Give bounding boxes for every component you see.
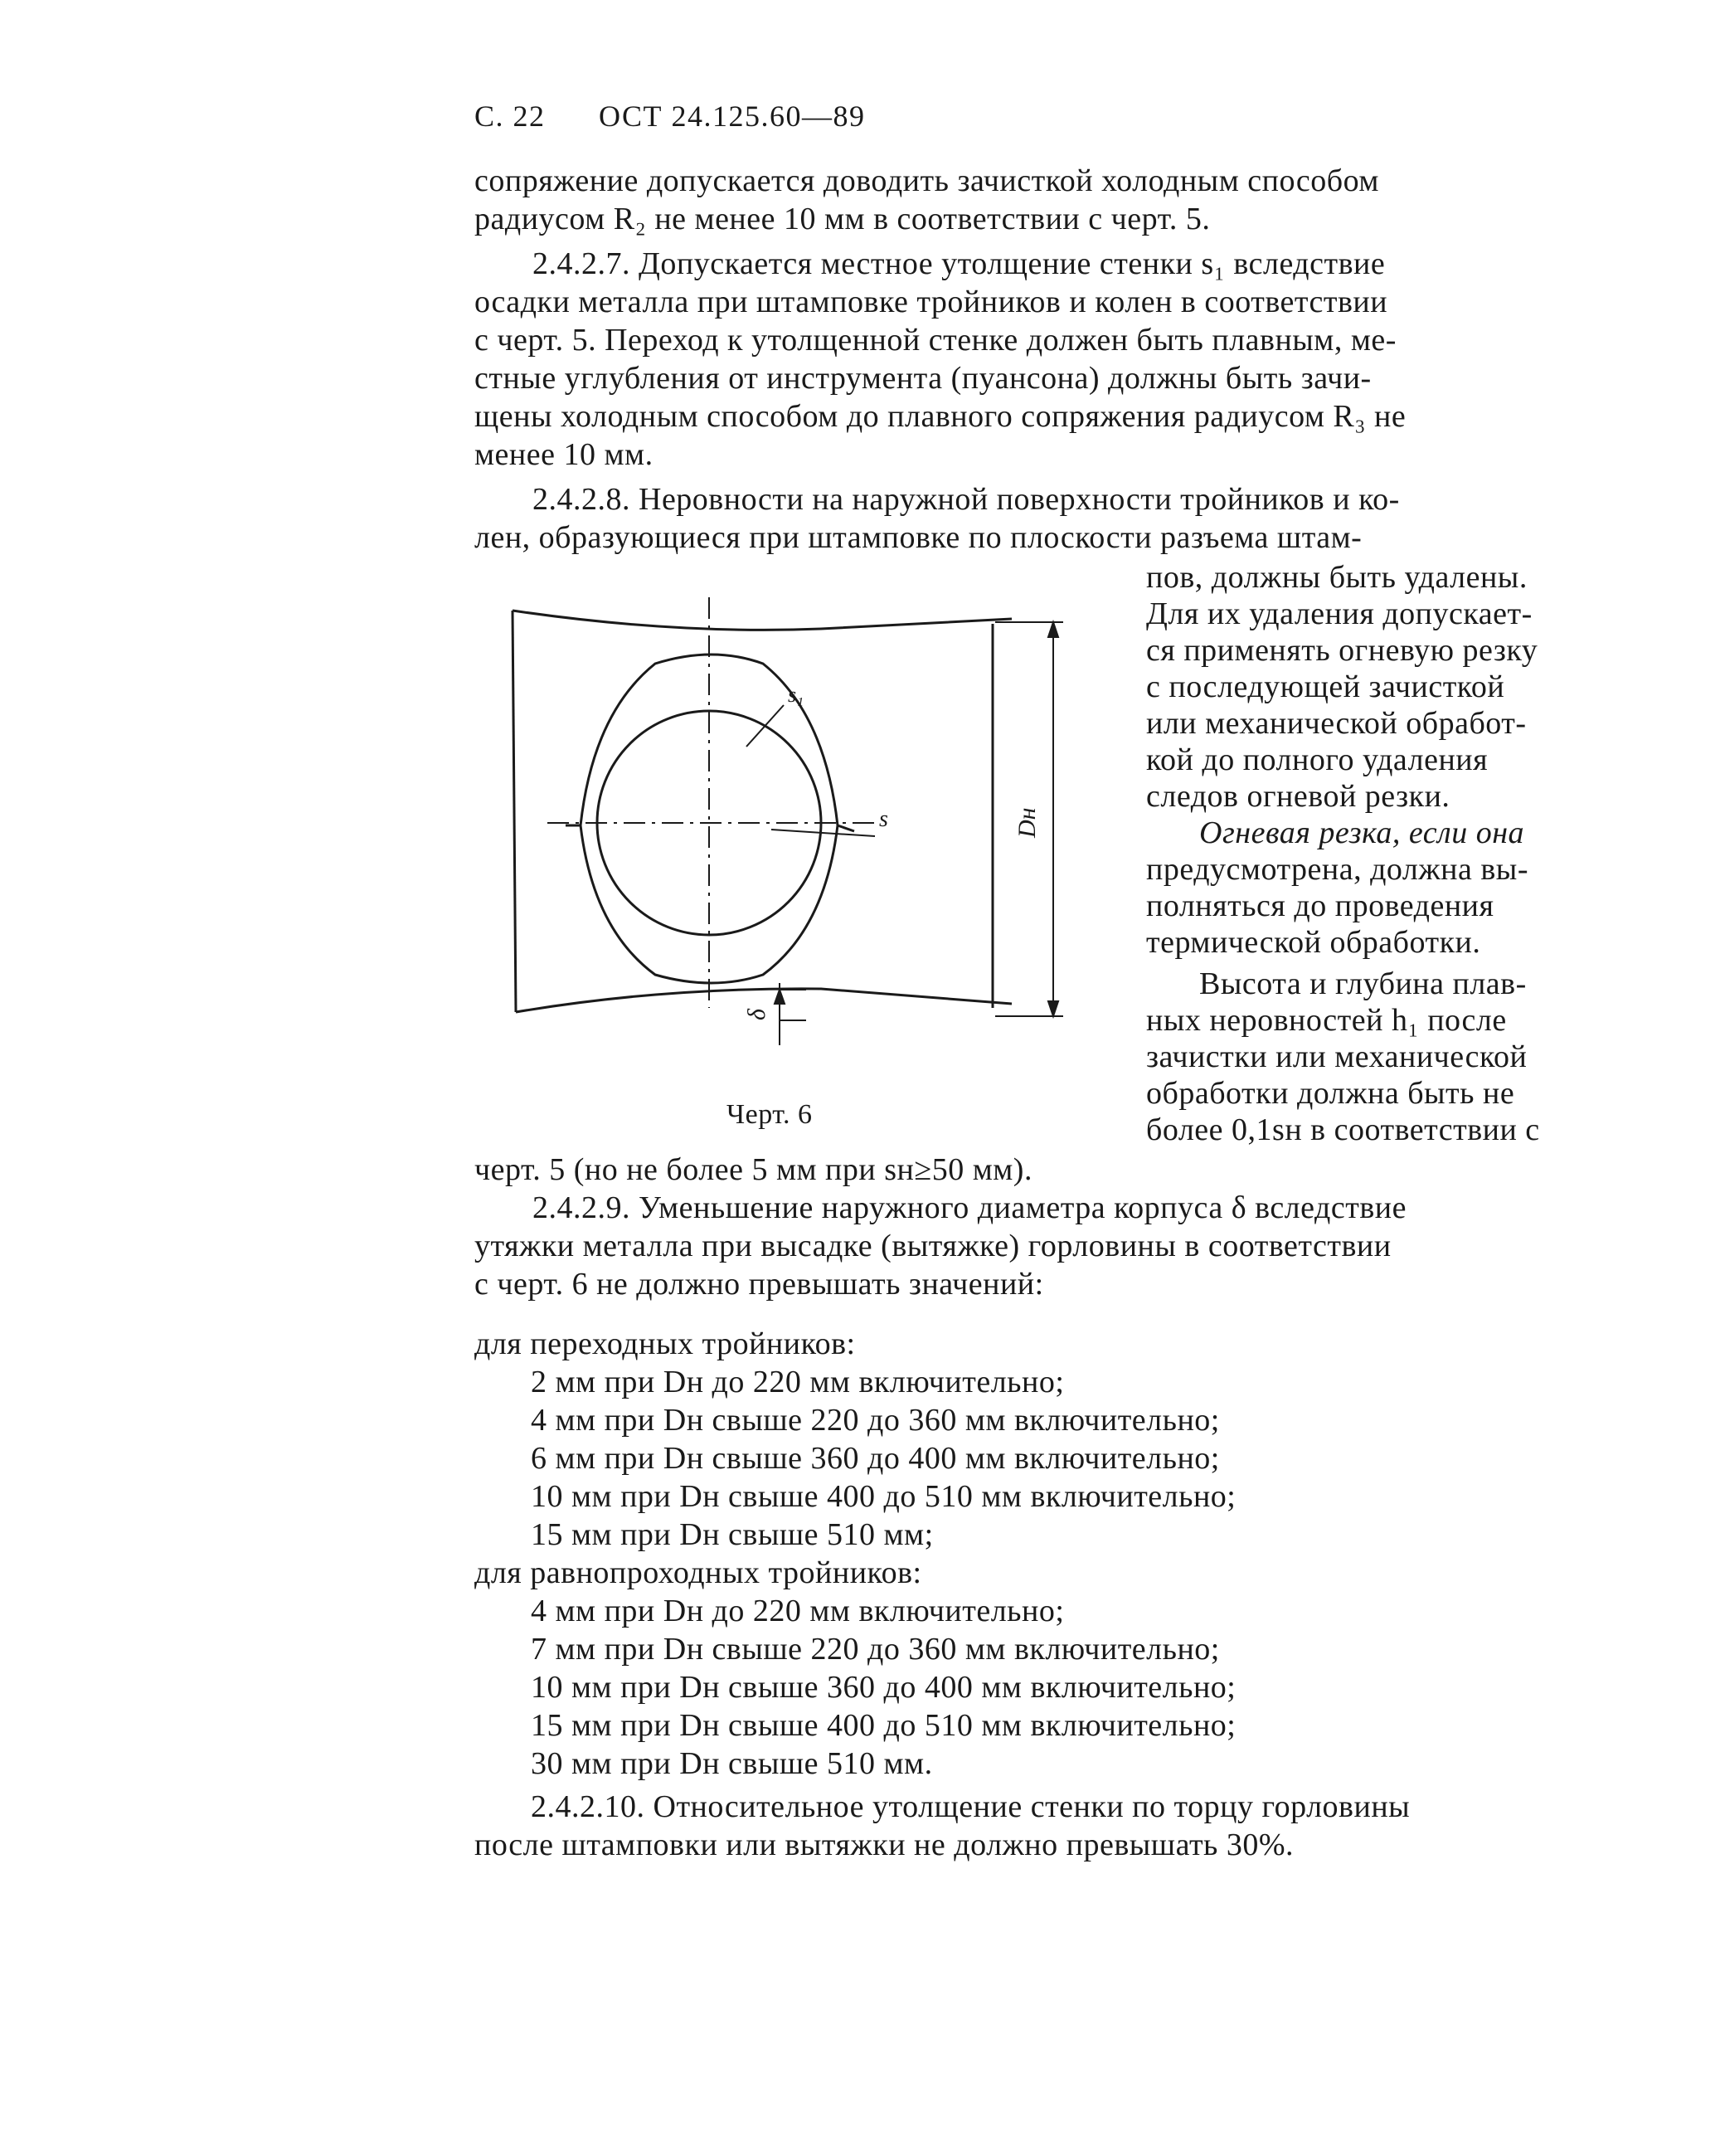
list-item: 7 мм при Dн свыше 220 до 360 мм включительно;	[531, 1632, 1220, 1667]
list-item: 4 мм при Dн свыше 220 до 360 мм включительно;	[531, 1403, 1220, 1438]
side-text-line: обработки должна быть не	[1146, 1076, 1515, 1111]
side-text-line: Для их удаления допускает-	[1146, 596, 1533, 631]
list-item: 6 мм при Dн свыше 360 до 400 мм включительно;	[531, 1441, 1220, 1476]
side-text-line: пов, должны быть удалены.	[1146, 560, 1528, 595]
side-text-line: Высота и глубина плав-	[1199, 966, 1527, 1001]
side-text-line: кой до полного удаления	[1146, 742, 1489, 777]
list-title-equal: для равнопроходных тройников:	[474, 1555, 922, 1590]
standard-code: ОСТ 24.125.60—89	[599, 100, 866, 133]
side-text-line: следов огневой резки.	[1146, 779, 1450, 814]
body-left-edge	[513, 611, 516, 1012]
text-line: менее 10 мм.	[474, 437, 654, 472]
text-line: сопряжение допускается доводить зачисткой холодным способом	[474, 163, 1379, 198]
list-item: 4 мм при Dн до 220 мм включительно;	[531, 1594, 1065, 1628]
side-text-line: зачистки или механической	[1146, 1039, 1528, 1074]
text-line: 2.4.2.7. Допускается местное утолщение стенки s₁ вследствие	[532, 246, 1386, 281]
label-dn: Dн	[1013, 807, 1041, 838]
text-line: стные углубления от инструмента (пуансона) должны быть зачи-	[474, 361, 1372, 396]
s1-leader	[746, 705, 784, 747]
text-line: 2.4.2.9. Уменьшение наружного диаметра корпуса δ вследствие	[532, 1190, 1407, 1225]
figure-caption: Черт. 6	[726, 1099, 813, 1130]
text-line: с черт. 6 не должно превышать значений:	[474, 1267, 1044, 1302]
s-leader	[771, 830, 875, 836]
figure-drawing-6	[498, 581, 1078, 1062]
side-text-line: термической обработки.	[1146, 925, 1481, 960]
text-line: 2.4.2.8. Неровности на наружной поверхности тройников и ко-	[532, 482, 1400, 517]
side-text-line: предусмотрена, должна вы-	[1146, 852, 1528, 887]
list-item: 15 мм при Dн свыше 510 мм;	[531, 1517, 934, 1552]
side-text-line: с последующей зачисткой	[1146, 669, 1505, 704]
label-s: s	[879, 806, 888, 832]
side-text-line: ных неровностей h₁ после	[1146, 1003, 1507, 1038]
page-number: С. 22	[474, 100, 546, 133]
text-line: 2.4.2.10. Относительное утолщение стенки по торцу горловины	[531, 1789, 1411, 1824]
list-item: 10 мм при Dн свыше 360 до 400 мм включительно;	[531, 1670, 1237, 1705]
body-bottom-edge	[516, 989, 1012, 1012]
text-line: осадки металла при штамповке тройников и колен в соответствии	[474, 285, 1388, 319]
text-line: лен, образующиеся при штамповке по плоскости разъема штам-	[474, 520, 1363, 555]
side-text-line: Огневая резка, если она	[1199, 815, 1525, 850]
list-item: 15 мм при Dн свыше 400 до 510 мм включительно;	[531, 1708, 1237, 1743]
list-title-transition: для переходных тройников:	[474, 1326, 856, 1361]
side-text-line: полняться до проведения	[1146, 888, 1494, 923]
label-delta: δ	[743, 1009, 770, 1020]
side-text-line: или механической обработ-	[1146, 706, 1527, 741]
list-item: 2 мм при Dн до 220 мм включительно;	[531, 1365, 1065, 1399]
list-item: 30 мм при Dн свыше 510 мм.	[531, 1746, 933, 1781]
label-s1: s₁	[788, 683, 804, 707]
side-text-line: ся применять огневую резку	[1146, 633, 1538, 668]
text-line: с черт. 5. Переход к утолщенной стенке должен быть плавным, ме-	[474, 323, 1397, 358]
text-line: радиусом R₂ не менее 10 мм в соответствии с черт. 5.	[474, 202, 1211, 236]
side-text-line: более 0,1sн в соответствии с	[1146, 1112, 1540, 1147]
text-line: щены холодным способом до плавного сопряжения радиусом R₃ не	[474, 399, 1407, 434]
text-line: черт. 5 (но не более 5 мм при sн≥50 мм).	[474, 1152, 1032, 1187]
list-item: 10 мм при Dн свыше 400 до 510 мм включительно;	[531, 1479, 1237, 1514]
body-top-edge	[513, 611, 1012, 630]
text-line: после штамповки или вытяжки не должно превышать 30%.	[474, 1827, 1295, 1862]
text-line: утяжки металла при высадке (вытяжке) горловины в соответствии	[474, 1229, 1392, 1263]
